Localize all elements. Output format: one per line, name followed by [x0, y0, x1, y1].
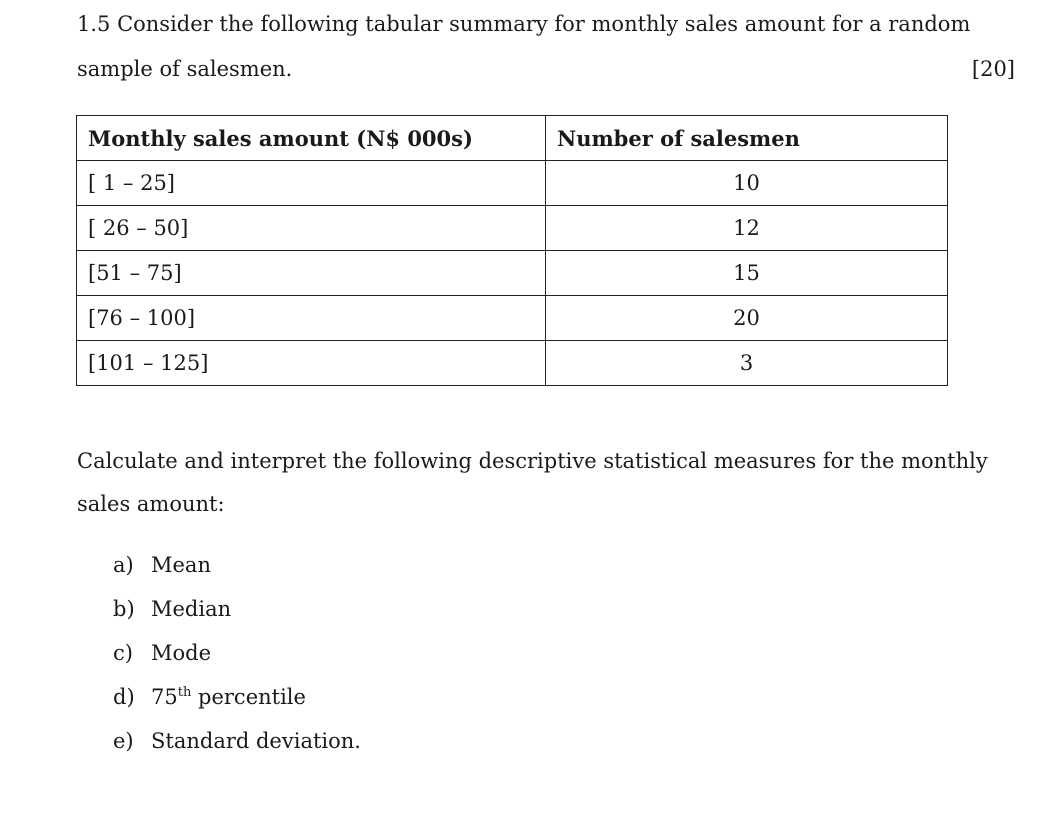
- item-label: c): [113, 641, 133, 665]
- list-item: [113, 597, 361, 641]
- item-label: e): [113, 729, 134, 753]
- frequency-table: [76, 115, 948, 386]
- class-interval: [ 1 – 25]: [77, 161, 546, 206]
- item-label: a): [113, 553, 134, 577]
- frequency-count: 15: [546, 251, 948, 296]
- list-item: [113, 641, 361, 685]
- table-row: [77, 296, 948, 341]
- question-line-2: [77, 57, 1015, 81]
- instruction-line-1: Calculate and interpret the following descriptive statistical measures for the monthly: [77, 449, 988, 473]
- table-row: [77, 341, 948, 386]
- percentile-word: percentile: [191, 685, 306, 709]
- item-text: Mode: [151, 641, 212, 665]
- item-text: Median: [151, 597, 232, 621]
- class-interval: [51 – 75]: [77, 251, 546, 296]
- item-text: [151, 685, 306, 729]
- question-text-2: sample of salesmen.: [77, 57, 293, 81]
- ordinal-suffix: th: [177, 685, 192, 700]
- list-item: [113, 685, 361, 729]
- marks-label: [20]: [971, 57, 1015, 81]
- frequency-count: 10: [546, 161, 948, 206]
- item-label: d): [113, 685, 135, 709]
- header-sales-amount: Monthly sales amount (N$ 000s): [77, 116, 546, 161]
- item-label: b): [113, 597, 135, 621]
- table-row: [77, 161, 948, 206]
- list-item: [113, 553, 361, 597]
- percentile-number: 75: [151, 685, 178, 709]
- header-number-salesmen: Number of salesmen: [546, 116, 948, 161]
- frequency-count: 3: [546, 341, 948, 386]
- table-row: [77, 251, 948, 296]
- frequency-count: 12: [546, 206, 948, 251]
- question-text-1: 1.5 Consider the following tabular summary for monthly sales amount for a random: [77, 12, 971, 36]
- item-text: Mean: [151, 553, 211, 577]
- table-row: [77, 206, 948, 251]
- frequency-count: 20: [546, 296, 948, 341]
- table-header-row: [77, 116, 948, 161]
- item-text: Standard deviation.: [151, 729, 361, 753]
- class-interval: [76 – 100]: [77, 296, 546, 341]
- class-interval: [ 26 – 50]: [77, 206, 546, 251]
- question-line-1: [77, 12, 1015, 36]
- instruction-line-2: sales amount:: [77, 492, 225, 516]
- sub-question-list: [113, 553, 361, 773]
- class-interval: [101 – 125]: [77, 341, 546, 386]
- list-item: [113, 729, 361, 773]
